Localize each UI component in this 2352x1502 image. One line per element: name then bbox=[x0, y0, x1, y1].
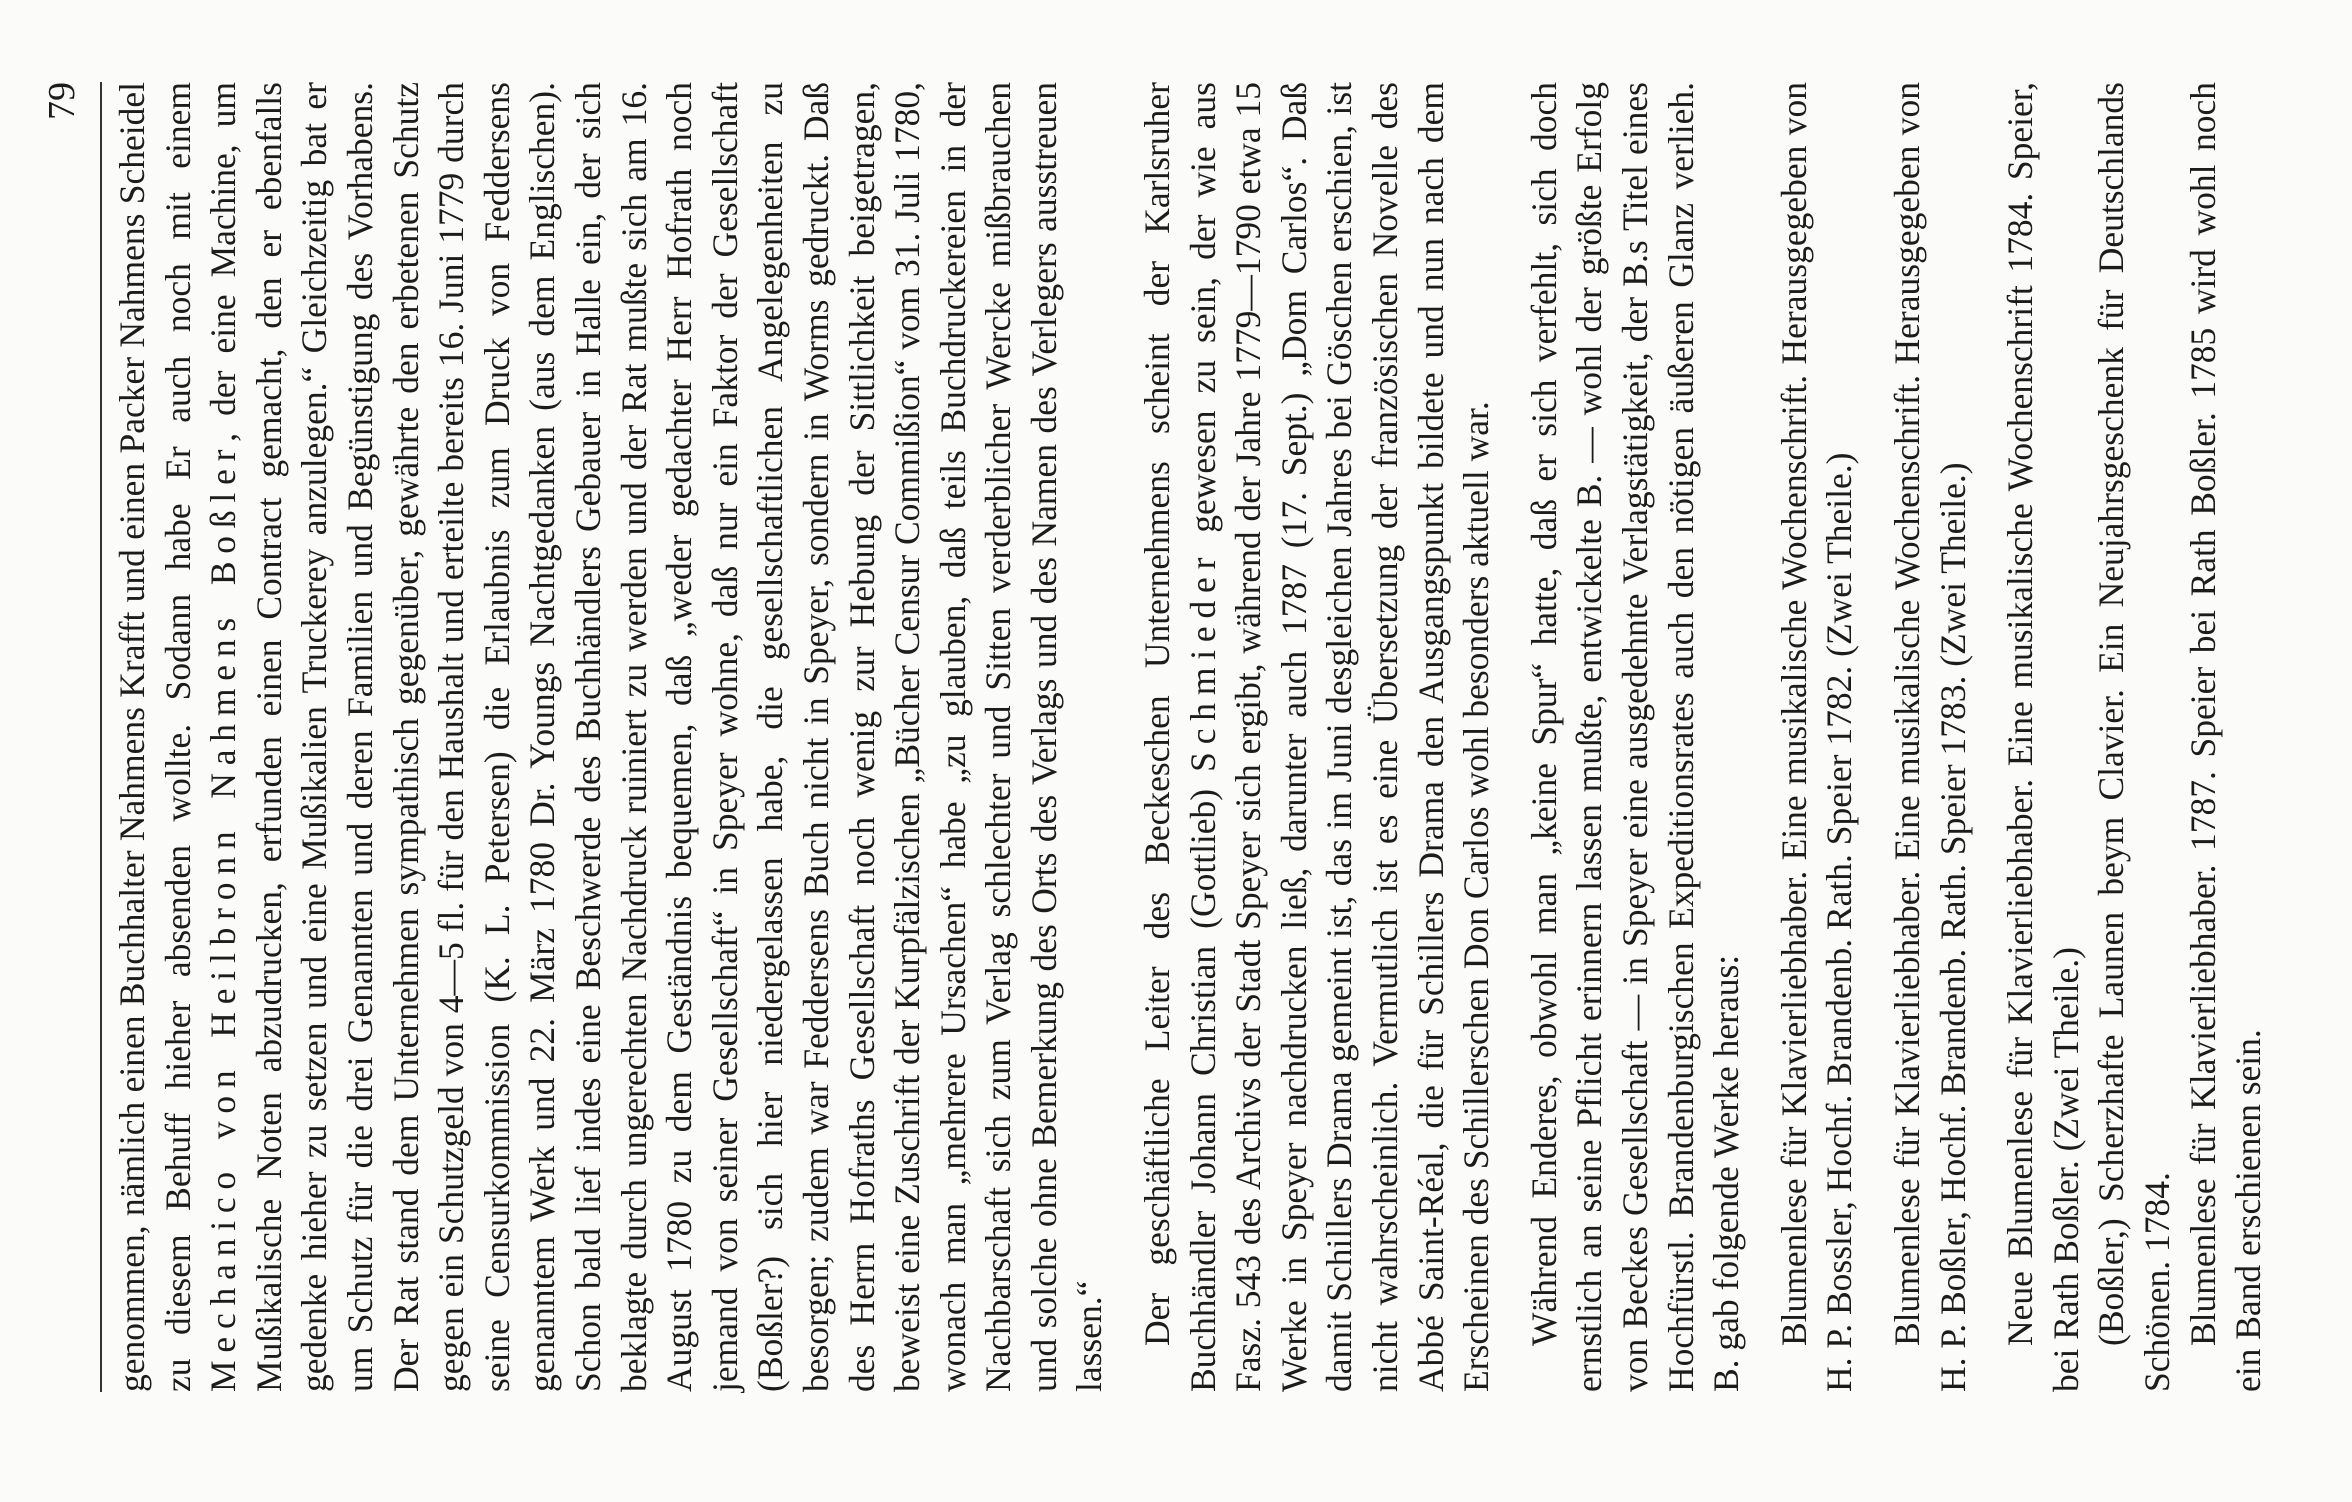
p1-run-1: genommen, nämlich einen Buchhalter Nahmens Krafft und einen Packer Nahmens Scheidel zu diesem Behuff hieher absenden wollte. Sodann habe Er auch noch mit einem bbox=[112, 82, 198, 1392]
work-entry-1: Blumenlese für Klavierliebhaber. Eine musikalische Wochenschrift. Herausgegeben von H. P. Bossler, Hochf. Brandenb. Rath. Speier 1782. (Zwei Theile.) bbox=[1773, 82, 1860, 1392]
p1-run-3: , der eine Machine, um Mußikalische Noten abzudrucken, erfunden einen Contract gemacht, den er ebenfalls gedenke hieher zu setzen und eine Mußikalien Truckerey anzulegen.“ Gleichzeitig bat er um Schutz für die drei Genannten und deren Familien und Begünstigung des Vorhabens. Der Rat stand dem Unternehmen sympathisch gegenüber, gewährte den erbetenen Schutz gegen ein Schutzgeld von 4—5 fl. für den Haushalt und erteilte bereits 16. Juni 1779 durch seine Censurkommission (K. L. Petersen) die Erlaubnis zum Druck von Feddersens genanntem Werk und 22. März 1780 Dr. Youngs Nachtgedanken (aus dem Englischen). Schon bald lief indes eine Beschwerde des Buchhändlers Gebauer in Halle ein, der sich beklagte durch ungerechten Nachdruck ruiniert zu werden und der Rat mußte sich am 16. August 1780 zu dem Geständnis bequemen, daß „weder gedachter Herr Hofrath noch jemand von seiner Gesellschaft“ in Speyer wohne, daß nur ein Faktor der Gesellschaft (Boßler?) sich hier niedergelassen habe, die gesellschaftlichen Angelegenheiten zu besorgen; zudem war Feddersens Buch nicht in Speyer, sondern in Worms gedruckt. Daß des Herrn Hofraths Gesellschaft noch wenig zur Hebung der Sittlichkeit beigetragen, beweist eine Zuschrift der Kurpfälzischen „Bücher Censur Commißion“ vom 31. Juli 1780, wonach man „mehrere Ursachen“ habe „zu glauben, daß teils Buchdruckereien in der Nachbarschaft sich zum Verlag schlechter und Sitten verderblicher Wercke mißbrauchen und solche ohne Bemerkung des Orts des Verlags und des Namen des Verlegers ausstreuen lassen.“ bbox=[203, 81, 1110, 1392]
p2-spaced-name: Schmieder bbox=[1182, 549, 1223, 772]
text-column bbox=[110, 82, 2272, 1392]
p2-run-3: gewesen zu sein, der wie aus Fasz. 543 des Archivs der Stadt Speyer sich ergibt, während der Jahre 1779—1790 etwa 15 Werke in Speyer nachdrucken ließ, darunter auch 1787 (17. Sept.) „Dom Carlos“. Daß damit Schillers Drama gemeint ist, das im Juni desgleichen Jahres bei Göschen erschien, ist nicht wahrscheinlich. Vermutlich ist es eine Übersetzung der französischen Novelle des Abbé Saint-Réal, die für Schillers Drama den Ausgangspunkt bildete und nun nach dem Erscheinen des Schillerschen Don Carlos wohl besonders aktuell war. bbox=[1182, 82, 1497, 1392]
p2-run-1: Der geschäftliche Leiter des Beckeschen Unternehmens scheint der Karlsruher Buchhändler Johann Christian (Gottlieb) bbox=[1137, 82, 1223, 1392]
paragraph-2 bbox=[1135, 82, 1500, 1392]
work-entry-5: Blumenlese für Klavierliebhaber. 1787. Speier bei Rath Boßler. 1785 wird wohl noch ein Band erschienen sein. bbox=[2182, 82, 2269, 1392]
paragraph-1 bbox=[110, 82, 1113, 1392]
header-rule bbox=[100, 82, 102, 1392]
p1-spaced-name: Mechanico von Heilbronn Nahmens Boßler bbox=[203, 441, 244, 1392]
paragraph-3: Während Enderes, obwohl man „keine Spur“ hatte, daß er sich verfehlt, sich doch ernstlich an seine Pflicht erinnern lassen mußte, entwickelte B. — wohl der größte Erfolg von Beckes Gesellschaft — in Speyer eine ausgedehnte Verlagstätigkeit, der B.s Titel eines Hochfürstl. Brandenburgischen Expeditionsrates auch den nötigen äußeren Glanz verlieh. B. gab folgende Werke heraus: bbox=[1523, 82, 1747, 1392]
work-entry-4: (Boßler,) Scherzhafte Launen beym Clavier. Ein Neujahrsgeschenk für Deutschlands Schönen. 1784. bbox=[2091, 82, 2177, 1392]
work-entry-2: Blumenlese für Klavierliebhaber. Eine musikalische Wochenschrift. Herausgegeben von H. P. Boßler, Hochf. Brandenb. Rath. Speier 1783. (Zwei Theile.) bbox=[1886, 82, 1973, 1392]
page-number: 79 bbox=[41, 82, 83, 120]
work-entry-3: Neue Blumenlese für Klavierliebhaber. Eine musikalische Wochenschrift 1784. Speier, bei Rath Boßler. (Zwei Theile.) bbox=[2000, 82, 2086, 1392]
